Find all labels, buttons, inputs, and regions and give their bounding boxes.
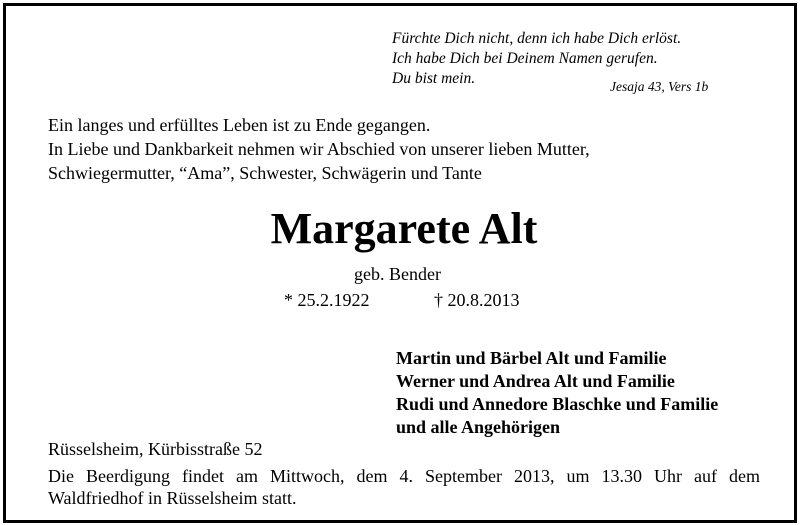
birth-date: * 25.2.1922 [284, 290, 370, 310]
intro-line: Schwiegermutter, “Ama”, Schwester, Schwägerin und Tante [48, 163, 482, 183]
obituary-notice [3, 3, 797, 523]
mourners-list [396, 347, 718, 439]
intro-text [48, 113, 590, 185]
verse-line: Fürchte Dich nicht, denn ich habe Dich erlöst. [392, 30, 682, 47]
mourner-line: und alle Angehörigen [396, 417, 561, 437]
mourner-line: Rudi und Annedore Blaschke und Familie [396, 394, 719, 414]
verse-reference: Jesaja 43, Vers 1b [610, 79, 709, 94]
intro-line: Ein langes und erfülltes Leben ist zu Ende gegangen. [48, 115, 431, 135]
mourner-line: Martin und Bärbel Alt und Familie [396, 348, 667, 368]
verse-line: Ich habe Dich bei Deinem Namen gerufen. [392, 50, 658, 67]
death-date: † 20.8.2013 [434, 290, 520, 310]
mourner-line: Werner und Andrea Alt und Familie [396, 371, 675, 391]
maiden-name: geb. Bender [354, 264, 441, 284]
address: Rüsselsheim, Kürbisstraße 52 [48, 439, 263, 459]
verse-line: Du bist mein. [392, 70, 476, 87]
funeral-info-line-1: Die Beerdigung findet am Mittwoch, dem 4. September 2013, um 13.30 Uhr auf dem [48, 466, 760, 486]
deceased-name: Margarete Alt [270, 204, 538, 253]
funeral-info-line-2: Waldfriedhof in Rüsselsheim statt. [48, 488, 297, 508]
intro-line: In Liebe und Dankbarkeit nehmen wir Abschied von unserer lieben Mutter, [48, 139, 590, 159]
